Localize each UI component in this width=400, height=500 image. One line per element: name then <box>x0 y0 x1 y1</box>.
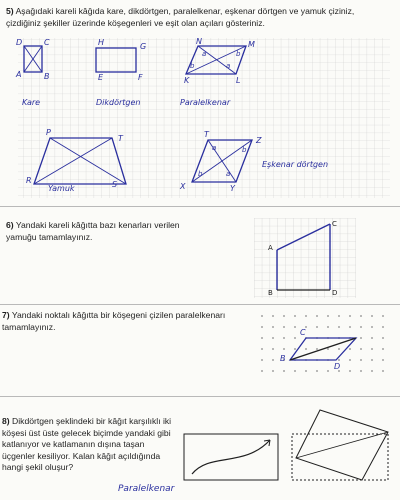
parallelogram-angle-b1: b <box>236 50 241 58</box>
answer-trapezoid: Yamuk <box>48 184 75 193</box>
grid-dot <box>305 348 307 350</box>
grid-dot <box>327 326 329 328</box>
grid-dot <box>294 337 296 339</box>
grid-dot <box>272 370 274 372</box>
parallelogram-angle-b2: b <box>190 62 195 70</box>
rhombus-label-Y: Y <box>230 184 235 193</box>
parallelogram-angle-a2: a <box>226 62 231 70</box>
grid-dot <box>349 326 351 328</box>
trapezoid-label-S: S <box>112 180 118 189</box>
grid-dot <box>349 315 351 317</box>
grid-dot <box>360 348 362 350</box>
rhombus-angle-b2: b <box>198 170 203 178</box>
trapezoid-label-P: P <box>46 128 51 137</box>
grid-dot <box>382 370 384 372</box>
grid-dot <box>349 370 351 372</box>
grid-dot <box>261 370 263 372</box>
q8-fold-diagram <box>184 410 388 480</box>
grid-dot <box>283 326 285 328</box>
question-7-body: Yandaki noktalı kâğıtta bir köşegeni çizilen paralelkenarı tamamlayınız. <box>2 310 226 332</box>
divider-q6-q7 <box>0 304 400 305</box>
grid-dot <box>272 348 274 350</box>
grid-dot <box>327 315 329 317</box>
grid-dot <box>316 370 318 372</box>
question-6-text <box>6 220 206 243</box>
grid-dot <box>338 315 340 317</box>
grid-dot <box>261 326 263 328</box>
grid-dot <box>261 359 263 361</box>
grid-dot <box>382 326 384 328</box>
grid-dot <box>261 337 263 339</box>
grid-dot <box>261 315 263 317</box>
trapezoid-label-R: R <box>26 176 32 185</box>
question-8-number: 8) <box>2 416 10 426</box>
grid-dot <box>283 337 285 339</box>
q7-parallelogram <box>290 338 356 360</box>
question-8-text <box>2 416 174 474</box>
rhombus-label-Z: Z <box>256 136 262 145</box>
rectangle-label-F: F <box>138 73 143 82</box>
question-8-body: Dikdörtgen şeklindeki bir kâğıt karşılıklı iki köşesi üst üste gelecek biçimde yandaki gibi katlanıyor ve katlamanın dışına taşan üçgenler kesiliyor. Kalan kâğıt açıldığında hangi şekil oluşur? <box>2 416 172 472</box>
q7-label-C: C <box>300 328 306 337</box>
parallelogram-angle-a1: a <box>202 50 207 58</box>
grid-dot <box>294 348 296 350</box>
q7-label-D: D <box>334 362 341 371</box>
answer-rectangle: Dikdörtgen <box>96 98 141 107</box>
answer-rhombus: Eşkenar dörtgen <box>262 160 329 169</box>
grid-dot <box>338 348 340 350</box>
grid-dot <box>349 359 351 361</box>
grid-dot <box>360 326 362 328</box>
question-6-body: Yandaki kareli kâğıtta bazı kenarları verilen yamuğu tamamlayınız. <box>6 220 180 242</box>
parallelogram-label-K: K <box>184 76 190 85</box>
grid-dot <box>382 337 384 339</box>
grid-dot <box>316 348 318 350</box>
square-label-B: B <box>44 72 50 81</box>
grid-dot <box>283 348 285 350</box>
grid-dot <box>371 359 373 361</box>
grid-dot <box>360 337 362 339</box>
grid-dot <box>371 348 373 350</box>
question-5-number: 5) <box>6 6 14 16</box>
grid-dot <box>382 315 384 317</box>
divider-q7-q8 <box>0 396 400 397</box>
rhombus-angle-b1: b <box>242 146 247 154</box>
answer-q8: Paralelkenar <box>118 484 175 494</box>
grid-dot <box>371 370 373 372</box>
grid-dot <box>349 348 351 350</box>
grid-dot <box>327 370 329 372</box>
grid-dot <box>305 370 307 372</box>
question-6-number: 6) <box>6 220 14 230</box>
q6-label-D: D <box>332 289 338 297</box>
grid-dot <box>272 315 274 317</box>
answer-parallelogram: Paralelkenar <box>180 98 231 107</box>
rectangle-label-H: H <box>98 38 105 47</box>
square-label-D: D <box>16 38 23 47</box>
grid-dot <box>294 326 296 328</box>
rhombus-label-T: T <box>204 130 209 139</box>
rectangle-label-E: E <box>98 73 104 82</box>
grid-dot <box>294 370 296 372</box>
grid-dot <box>305 315 307 317</box>
q6-label-C: C <box>332 220 337 228</box>
grid-dot <box>272 359 274 361</box>
parallelogram-label-N: N <box>196 37 202 46</box>
grid-dot <box>338 359 340 361</box>
grid-dot <box>371 315 373 317</box>
grid-dot <box>316 326 318 328</box>
question-7-number: 7) <box>2 310 10 320</box>
grid-dot <box>360 315 362 317</box>
q6-grid-paper <box>254 218 356 298</box>
question-7-text <box>2 310 232 333</box>
parallelogram-label-L: L <box>236 76 241 85</box>
grid-dot <box>294 315 296 317</box>
grid-dot <box>272 337 274 339</box>
grid-dot <box>338 326 340 328</box>
trapezoid-label-T: T <box>118 134 123 143</box>
answer-square: Kare <box>22 98 41 107</box>
rhombus-label-X: X <box>180 182 186 191</box>
rhombus-angle-a1: a <box>212 144 217 152</box>
grid-dot <box>283 315 285 317</box>
q6-label-B: B <box>268 289 273 297</box>
divider-q5-q6 <box>0 206 400 207</box>
square-label-C: C <box>44 38 50 47</box>
grid-dot <box>283 370 285 372</box>
grid-dot <box>272 326 274 328</box>
grid-dot <box>360 370 362 372</box>
grid-dot <box>327 348 329 350</box>
grid-dot <box>382 348 384 350</box>
grid-dot <box>261 348 263 350</box>
rhombus-angle-a2: a <box>226 170 231 178</box>
q7-dot-grid <box>261 315 384 372</box>
grid-dot <box>382 359 384 361</box>
grid-dot <box>371 326 373 328</box>
rectangle-label-G: G <box>140 42 147 51</box>
q7-label-B: B <box>280 354 286 363</box>
grid-dot <box>371 337 373 339</box>
square-label-A: A <box>16 70 22 79</box>
parallelogram-label-M: M <box>248 40 255 49</box>
grid-dot <box>360 359 362 361</box>
q6-label-A: A <box>268 244 273 252</box>
question-5-body: Aşağıdaki kareli kâğıda kare, dikdörtgen, paralelkenar, eşkenar dörtgen ve yamuk çiziniz, çizdiğiniz şekiller üzerinde köşegenleri ve eşit olan açıları gösteriniz. <box>6 6 355 28</box>
grid-dot <box>316 315 318 317</box>
